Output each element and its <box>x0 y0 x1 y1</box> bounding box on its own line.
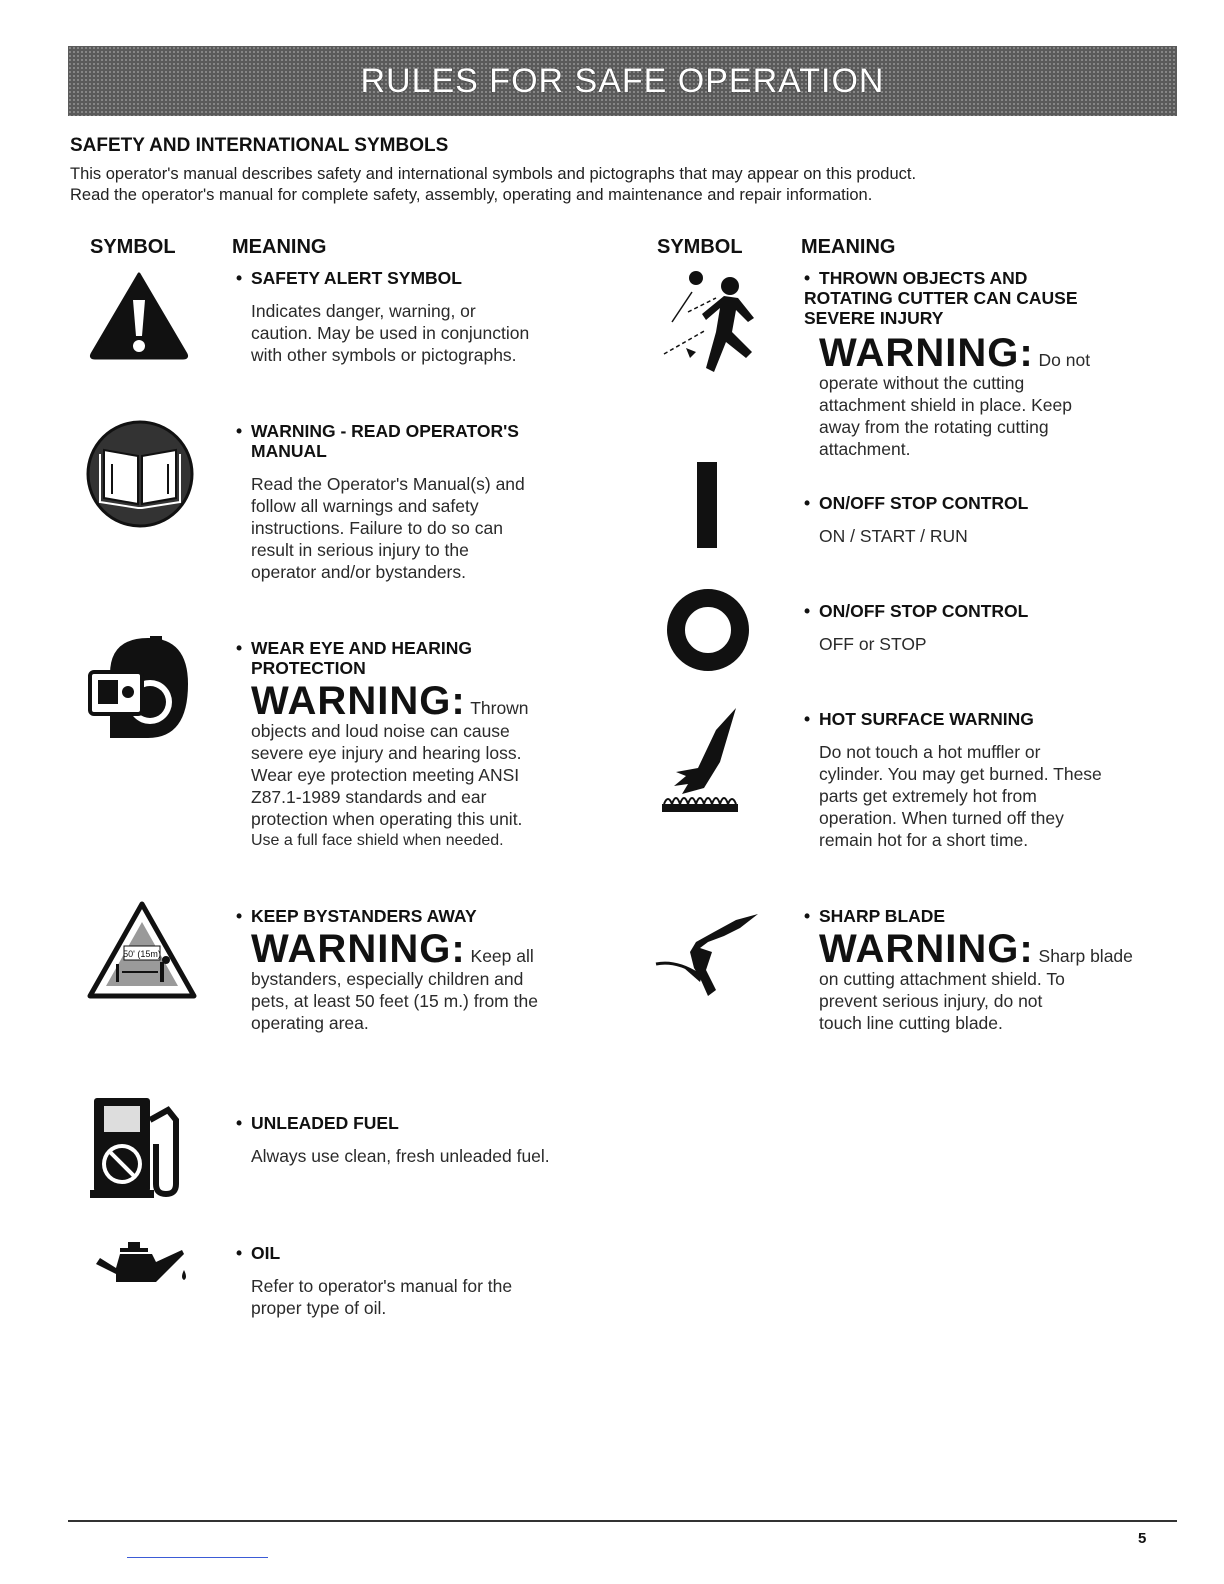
entry-title: • THROWN OBJECTS AND ROTATING CUTTER CAN CAUSE SEVERE INJURY <box>804 268 1078 328</box>
entry-title: • OIL <box>236 1243 281 1263</box>
intro-line: Read the operator's manual for complete safety, assembly, operating and maintenance and repair information. <box>70 186 873 204</box>
entry-title: • SAFETY ALERT SYMBOL <box>236 268 462 288</box>
on-bar-icon <box>697 462 717 548</box>
entry-thrown-objects <box>804 268 1179 460</box>
right-symbol-header: SYMBOL <box>657 236 743 258</box>
left-symbol-header: SYMBOL <box>90 236 176 258</box>
left-meaning-header: MEANING <box>232 236 327 258</box>
entry-body: Always use clean, fresh unleaded fuel. <box>251 1146 550 1166</box>
entry-title: • ON/OFF STOP CONTROL <box>804 601 1029 621</box>
intro-line: This operator's manual describes safety and international symbols and pictographs that may appear on this product. <box>70 165 917 183</box>
svg-text:50' (15m): 50' (15m) <box>123 949 161 959</box>
entry-warning-text: WARNING: Keep all bystanders, especially children and pets, at least 50 feet (15 m.) from the operating area. <box>251 927 538 1033</box>
entry-warning-text: WARNING: Sharp blade on cutting attachment shield. To prevent serious injury, do not touch line cutting blade. <box>819 927 1133 1033</box>
warning-triangle-icon <box>88 270 190 360</box>
entry-unleaded-fuel <box>236 1113 631 1167</box>
intro-paragraph <box>70 164 1170 206</box>
entry-body: Read the Operator's Manual(s) and follow all warnings and safety instructions. Failure to do so can result in serious injury to the operator and/or bystanders. <box>251 474 525 582</box>
entry-title: • ON/OFF STOP CONTROL <box>804 493 1029 513</box>
thrown-objects-icon <box>662 268 762 376</box>
entry-title: • KEEP BYSTANDERS AWAY <box>236 906 477 926</box>
page-banner <box>68 46 1177 116</box>
entry-body: Do not touch a hot muffler or cylinder. You may get burned. These parts get extremely hot from operation. When turned off they remain hot for a short time. <box>819 742 1102 850</box>
entry-title: • SHARP BLADE <box>804 906 946 926</box>
entry-title: • WEAR EYE AND HEARING PROTECTION <box>236 638 473 678</box>
entry-body: OFF or STOP <box>819 634 927 654</box>
entry-read-manual <box>236 421 631 583</box>
entry-title: • UNLEADED FUEL <box>236 1113 399 1133</box>
entry-bystanders <box>236 906 631 1034</box>
section-title: SAFETY AND INTERNATIONAL SYMBOLS <box>70 135 449 156</box>
bystander-distance-icon <box>86 900 198 1000</box>
entry-warning-text: WARNING: Do not operate without the cutting attachment shield in place. Keep away from the rotating cutting attachment. <box>819 331 1091 459</box>
entry-body: ON / START / RUN <box>819 526 968 546</box>
oil-can-icon <box>90 1240 194 1288</box>
footer-rule <box>68 1520 1177 1522</box>
warning-word: WARNING: <box>819 331 1034 375</box>
entry-on-control <box>804 493 1179 547</box>
link-underline <box>127 1557 268 1558</box>
entry-hot-surface <box>804 709 1179 851</box>
fuel-pump-icon <box>90 1094 190 1198</box>
warning-word: WARNING: <box>819 927 1034 971</box>
entry-body: Indicates danger, warning, or caution. May be used in conjunction with other symbols or pictographs. <box>251 301 530 365</box>
off-circle-icon <box>664 588 752 672</box>
page-title: RULES FOR SAFE OPERATION <box>360 61 885 100</box>
entry-off-control <box>804 601 1179 655</box>
entry-warning-text: WARNING: Thrown objects and loud noise can cause severe eye injury and hearing loss. Wear eye protection meeting ANSI Z87.1-1989 standards and ear protection when operating this unit. Use a full face shield when needed. <box>251 679 529 849</box>
entry-safety-alert <box>236 268 631 366</box>
entry-sharp-blade <box>804 906 1179 1034</box>
warning-word: WARNING: <box>251 679 466 723</box>
goggles-earmuffs-icon <box>88 634 192 740</box>
entry-title: • HOT SURFACE WARNING <box>804 709 1034 729</box>
sharp-blade-hand-icon <box>654 912 762 1000</box>
entry-title: • WARNING - READ OPERATOR'S MANUAL <box>236 421 519 461</box>
hot-surface-hand-icon <box>660 706 740 814</box>
entry-eye-hearing <box>236 638 631 852</box>
page-number: 5 <box>1138 1530 1147 1547</box>
open-book-icon <box>86 420 194 528</box>
entry-body: Refer to operator's manual for the proper type of oil. <box>251 1276 513 1318</box>
right-meaning-header: MEANING <box>801 236 896 258</box>
entry-oil <box>236 1243 631 1319</box>
warning-word: WARNING: <box>251 927 466 971</box>
